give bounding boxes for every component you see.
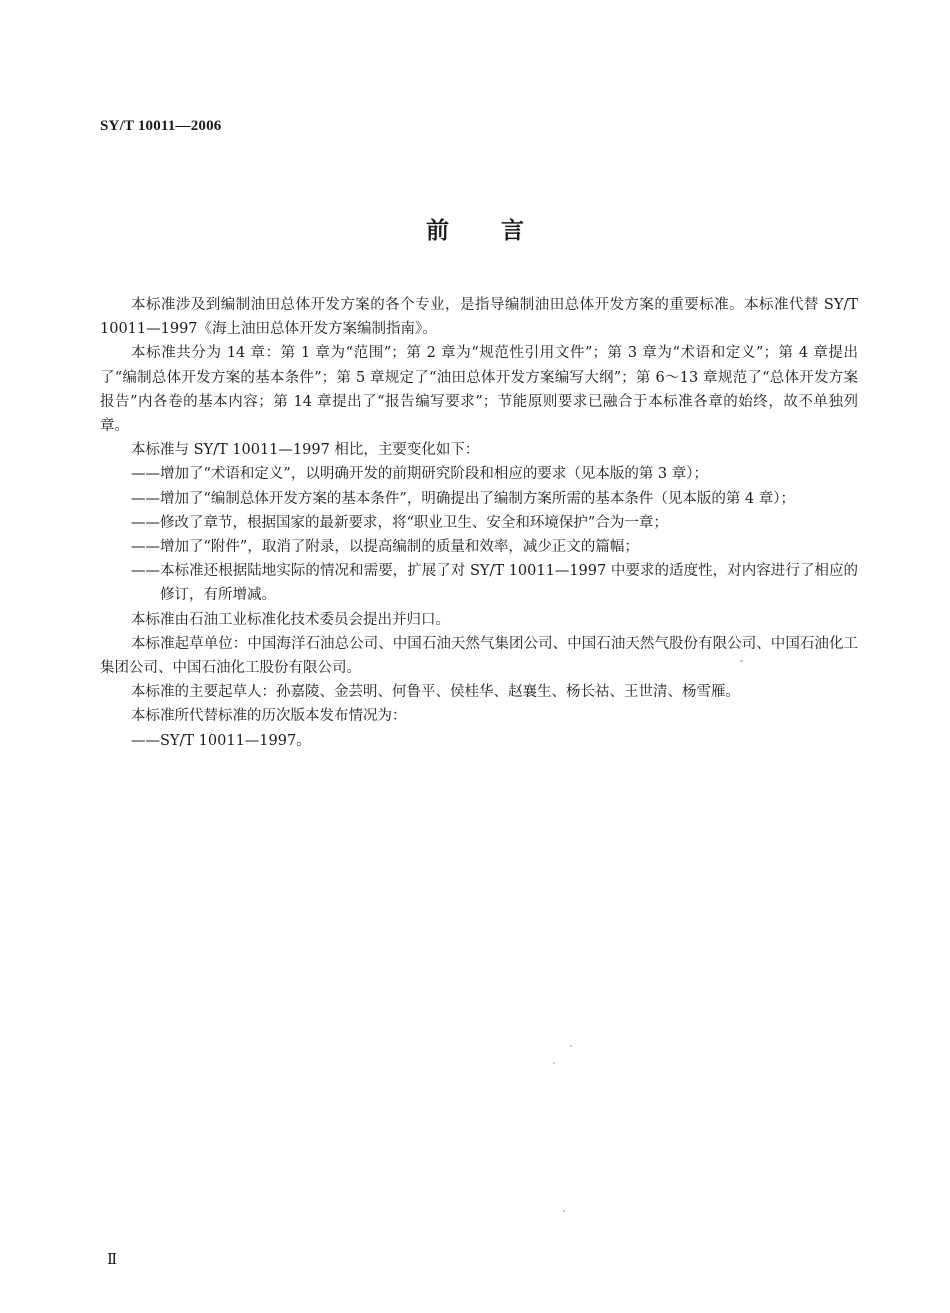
page-number: Ⅱ — [107, 1252, 118, 1268]
paragraph-proposer: 本标准由石油工业标准化技术委员会提出并归口。 — [131, 611, 450, 628]
change-item-terms: ——增加了“术语和定义”，以明确开发的前期研究阶段和相应的要求（见本版的第 3 章）； — [131, 466, 709, 483]
paragraph-intro: 本标准涉及到编制油田总体开发方案的各个专业，是指导编制油田总体开发方案的重要标准。本标准代替 SY/T 10011—1997《海上油田总体开发方案编制指南》。 — [100, 297, 858, 338]
scan-speck — [563, 1210, 565, 1212]
standard-code: SY/T 10011—2006 — [100, 118, 222, 134]
change-item-basic-conditions: ——增加了“编制总体开发方案的基本条件”，明确提出了编制方案所需的基本条件（见本版的第 4 章）； — [131, 490, 796, 507]
change-item-scope: ——本标准还根据陆地实际的情况和需要，扩展了对 SY/T 10011—1997 中要求的适度性，对内容进行了相应的修订，有所增减。 — [131, 563, 858, 604]
paragraph-changes-intro: 本标准与 SY/T 10011—1997 相比，主要变化如下： — [131, 442, 480, 459]
scan-speck — [553, 1062, 555, 1064]
scan-speck — [570, 1045, 572, 1047]
page-title: 前言 — [426, 218, 576, 244]
paragraph-structure: 本标准共分为 14 章：第 1 章为“范围”；第 2 章为“规范性引用文件”；第 3 章为“术语和定义”；第 4 章提出了“编制总体开发方案的基本条件”；第 5 章规定了“油田总体开发方案编写大纲”；第 6～13 章规范了“总体开发方案报告”内各卷的基本内容；第 14 章提出了“报告编写要求”；节能原则要求已融合于本标准各章的始终，故不单独列章。 — [100, 345, 858, 435]
history-item: ——SY/T 10011—1997。 — [131, 732, 311, 749]
change-item-chapters: ——修改了章节，根据国家的最新要求，将“职业卫生、安全和环境保护”合为一章； — [131, 514, 668, 531]
change-item-attachments: ——增加了“附件”，取消了附录，以提高编制的质量和效率，减少正文的篇幅； — [131, 539, 639, 556]
foreword-body — [100, 293, 858, 753]
paragraph-drafters: 本标准的主要起草人：孙嘉陵、金芸明、何鲁平、侯桂华、赵襄生、杨长祜、王世清、杨雪雁。 — [131, 684, 740, 701]
scan-speck — [740, 660, 743, 662]
paragraph-history-intro: 本标准所代替标准的历次版本发布情况为： — [131, 708, 407, 725]
paragraph-drafting-units: 本标准起草单位：中国海洋石油总公司、中国石油天然气集团公司、中国石油天然气股份有限公司、中国石油化工集团公司、中国石油化工股份有限公司。 — [100, 635, 858, 677]
